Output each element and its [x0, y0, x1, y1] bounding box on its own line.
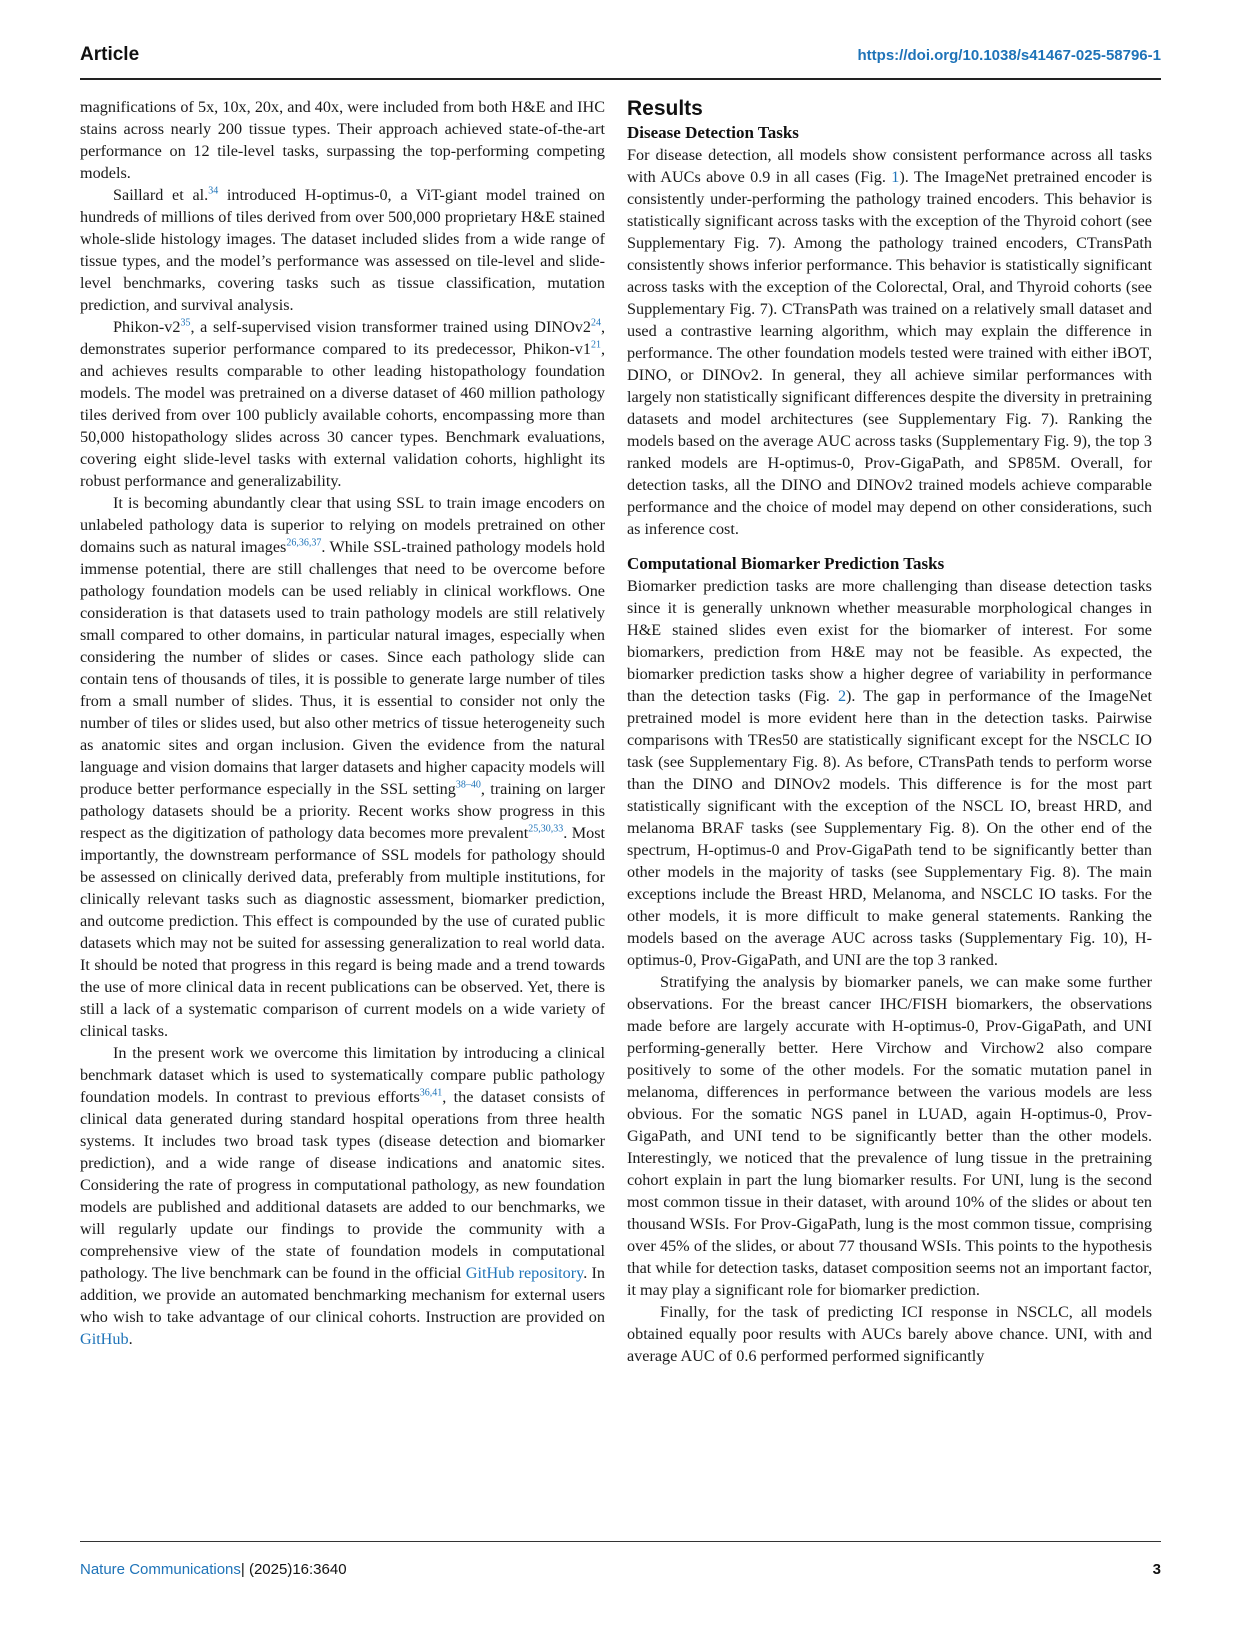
header-divider	[80, 78, 1161, 80]
disease-detection-heading: Disease Detection Tasks	[627, 123, 799, 142]
footer-divider	[80, 1541, 1161, 1542]
left-column	[80, 96, 605, 1350]
citation-ref[interactable]: 36,41	[419, 1087, 443, 1099]
paragraph: Stratifying the analysis by biomarker panels, we can make some further observations. For the breast cancer IHC/FISH biomarkers, the observations made before are largely accurate with H-optimus-0, Prov-GigaPath, and UNI performing-generally better. Here Virchow and Virchow2 also compare positively to some of the other models. For the somatic mutation panel in melanoma, differences in performance between the various models are less obvious. For the somatic NGS panel in LUAD, again H-optimus-0, Prov-GigaPath, and UNI tend to be significantly better than the other models. Interestingly, we noticed that the prevalence of lung tissue in the pretraining cohort explain in part the lung biomarker results. For UNI, lung is the second most common tissue in their dataset, with around 10% of the slides or about ten thousand WSIs. For Prov-GigaPath, lung is the most common tissue, comprising over 45% of the slides, or about 77 thousand WSIs. This points to the hypothesis that while for detection tasks, dataset composition seems not an important factor, it may play a significant role for biomarker prediction.	[627, 973, 1152, 1299]
article-type-label: Article	[80, 44, 140, 65]
paragraph: In the present work we overcome this limitation by introducing a clinical benchmark dataset which is used to systematically compare public pathology foundation models. In contrast to previous efforts$^{36,41}$, the dataset consists of clinical data generated during standard hospital operations from three health systems. It includes two broad task types (disease detection and biomarker prediction), and a wide range of disease indications and anatomic sites. Considering the rate of progress in computational pathology, as new foundation models are published and additional datasets are added to our benchmarks, we will regularly update our findings to provide the community with a comprehensive view of the state of foundation models in computational pathology. The live benchmark can be found in the official GitHub repository. In addition, we provide an automated benchmarking mechanism for external users who wish to take advantage of our clinical cohorts. Instruction are provided on GitHub.	[80, 1044, 606, 1348]
paragraph: Biomarker prediction tasks are more challenging than disease detection tasks since it is generally unknown whether measurable morphological changes in H&E stained slides even exist for the biomarker of interest. For some biomarkers, prediction from H&E may not be feasible. As expected, the biomarker prediction tasks show a higher degree of variability in performance than the detection tasks (Fig. 2). The gap in performance of the ImageNet pretrained model is more evident here than in the detection tasks. Pairwise comparisons with TRes50 are statistically significant except for the NSCLC IO task (see Supplementary Fig. 8). As before, CTransPath tends to perform worse than the DINO and DINOv2 models. This difference is for the most part statistically significant with the exception of the NSCL IO, breast HRD, and melanoma BRAF tasks (see Supplementary Fig. 8). On the other end of the spectrum, H-optimus-0 and Prov-GigaPath tend to be significantly better than other models in the majority of tasks (see Supplementary Fig. 8). The main exceptions include the Breast HRD, Melanoma, and NSCLC IO tasks. For the other models, it is more difficult to make general statements. Ranking the models based on the average AUC across tasks (Supplementary Fig. 10), H-optimus-0, Prov-GigaPath, and UNI are the top 3 ranked.	[627, 577, 1152, 969]
results-heading: Results	[627, 97, 703, 120]
citation-ref[interactable]: 38–40	[455, 779, 481, 791]
journal-name[interactable]: Nature Communications	[80, 1561, 241, 1578]
biomarker-prediction-heading: Computational Biomarker Prediction Tasks	[627, 554, 945, 573]
right-column	[627, 96, 1152, 1367]
paragraph: Finally, for the task of predicting ICI response in NSCLC, all models obtained equally poor results with AUCs barely above chance. UNI, with and average AUC of 0.6 performed performed significantly	[627, 1303, 1152, 1365]
paragraph: Phikon-$v2^{35}$, a self-supervised vision transformer trained using $DINOv2^{24}$, demonstrates superior performance compared to its predecessor, Phikon-$v1^{21}$, and achieves results comparable to other leading histopathology foundation models. The model was pretrained on a diverse dataset of 460 million pathology tiles derived from over 100 publicly available cohorts, encompassing more than 50,000 histopathology slides across 30 cancer types. Benchmark evaluations, covering eight slide-level tasks with external validation cohorts, highlight its robust performance and generalizability.	[80, 317, 605, 490]
citation-ref[interactable]: 26,36,37	[286, 537, 322, 549]
paragraph: It is becoming abundantly clear that using SSL to train image encoders on unlabeled pathology data is superior to relying on models pretrained on other domains such as natural images$^{26,36,37}$. While SSL-trained pathology models hold immense potential, there are still challenges that need to be overcome before pathology foundation models can be used reliably in clinical workflows. One consideration is that datasets used to train pathology models are still relatively small compared to other domains, in particular natural images, especially when considering the number of slides or cases. Since each pathology slide can contain tens of thousands of tiles, it is possible to generate large number of tiles from a small number of slides. Thus, it is essential to consider not only the number of tiles or slides used, but also other metrics of tissue heterogeneity such as anatomic sites and organ inclusion. Given the evidence from the natural language and vision domains that larger datasets and higher capacity models will produce better performance especially in the SSL setting$^{38-40}$, training on larger pathology datasets should be a priority. Recent works show progress in this respect as the digitization of pathology data becomes more prevalent$^{25,30,33}$. Most importantly, the downstream performance of SSL models for pathology should be assessed on clinically derived data, preferably from multiple institutions, for clinically relevant tasks such as diagnostic assessment, biomarker prediction, and outcome prediction. This effect is compounded by the use of curated public datasets which may not be suited for assessing generalization to real world data. It should be noted that progress in this regard is being made and a trend towards the use of more clinical data in recent publications can be observed. Yet, there is still a lack of a systematic comparison of current models on a wide variety of clinical tasks.	[80, 494, 605, 1040]
paragraph: magnifications of 5x, 10x, 20x, and 40x, were included from both H&E and IHC stains across nearly 200 tissue types. Their approach achieved state-of-the-art performance on 12 tile-level tasks, surpassing the top-performing competing models.	[80, 98, 605, 182]
page-header	[80, 44, 1161, 74]
citation-ref[interactable]: 34	[208, 185, 219, 197]
github-link[interactable]: GitHub	[80, 1330, 129, 1348]
citation-ref[interactable]: 25,30,33	[528, 823, 564, 835]
figure-ref[interactable]: 1	[891, 168, 900, 186]
page-footer	[80, 1561, 1161, 1583]
page-number: 3	[1152, 1561, 1161, 1578]
figure-ref[interactable]: 2	[837, 687, 847, 705]
github-repository-link[interactable]: GitHub repository	[465, 1264, 584, 1282]
citation-ref[interactable]: 35	[180, 317, 191, 329]
citation-info: | (2025)16:3640	[240, 1561, 347, 1578]
citation-ref[interactable]: 21	[590, 339, 601, 351]
paragraph: For disease detection, all models show consistent performance across all tasks with AUCs above 0.9 in all cases (Fig. 1). The ImageNet pretrained encoder is consistently under-performing the pathology trained encoders. This behavior is statistically significant across tasks with the exception of the Thyroid cohort (see Supplementary Fig. 7). Among the pathology trained encoders, CTransPath consistently shows inferior performance. This behavior is statistically significant across tasks with the exception of the Colorectal, Oral, and Thyroid cohorts (see Supplementary Fig. 7). CTransPath was trained on a relatively small dataset and used a contrastive learning algorithm, which may explain the difference in performance. The other foundation models tested were trained with either iBOT, DINO, or DINOv2. In general, they all achieve similar performances with largely non statistically significant differences despite the diversity in pretraining datasets and model architectures (see Supplementary Fig. 7). Ranking the models based on the average AUC across tasks (Supplementary Fig. 9), the top 3 ranked models are H-optimus-0, Prov-GigaPath, and SP85M. Overall, for detection tasks, all the DINO and DINOv2 trained models achieve comparable performance and the choice of model may depend on other considerations, such as inference cost.	[627, 146, 1153, 538]
paragraph: Saillard et al.$^{34}$ introduced H-optimus-0, a ViT-giant model trained on hundreds of millions of tiles derived from over 500,000 proprietary H&E stained whole-slide histology images. The dataset included slides from a wide range of tissue types, and the model’s performance was assessed on tile-level and slide-level benchmarks, covering tasks such as tissue classification, mutation prediction, and survival analysis.	[80, 185, 606, 314]
doi-link[interactable]: https://doi.org/10.1038/s41467-025-58796-1	[857, 47, 1161, 64]
citation-ref[interactable]: 24	[590, 317, 601, 329]
